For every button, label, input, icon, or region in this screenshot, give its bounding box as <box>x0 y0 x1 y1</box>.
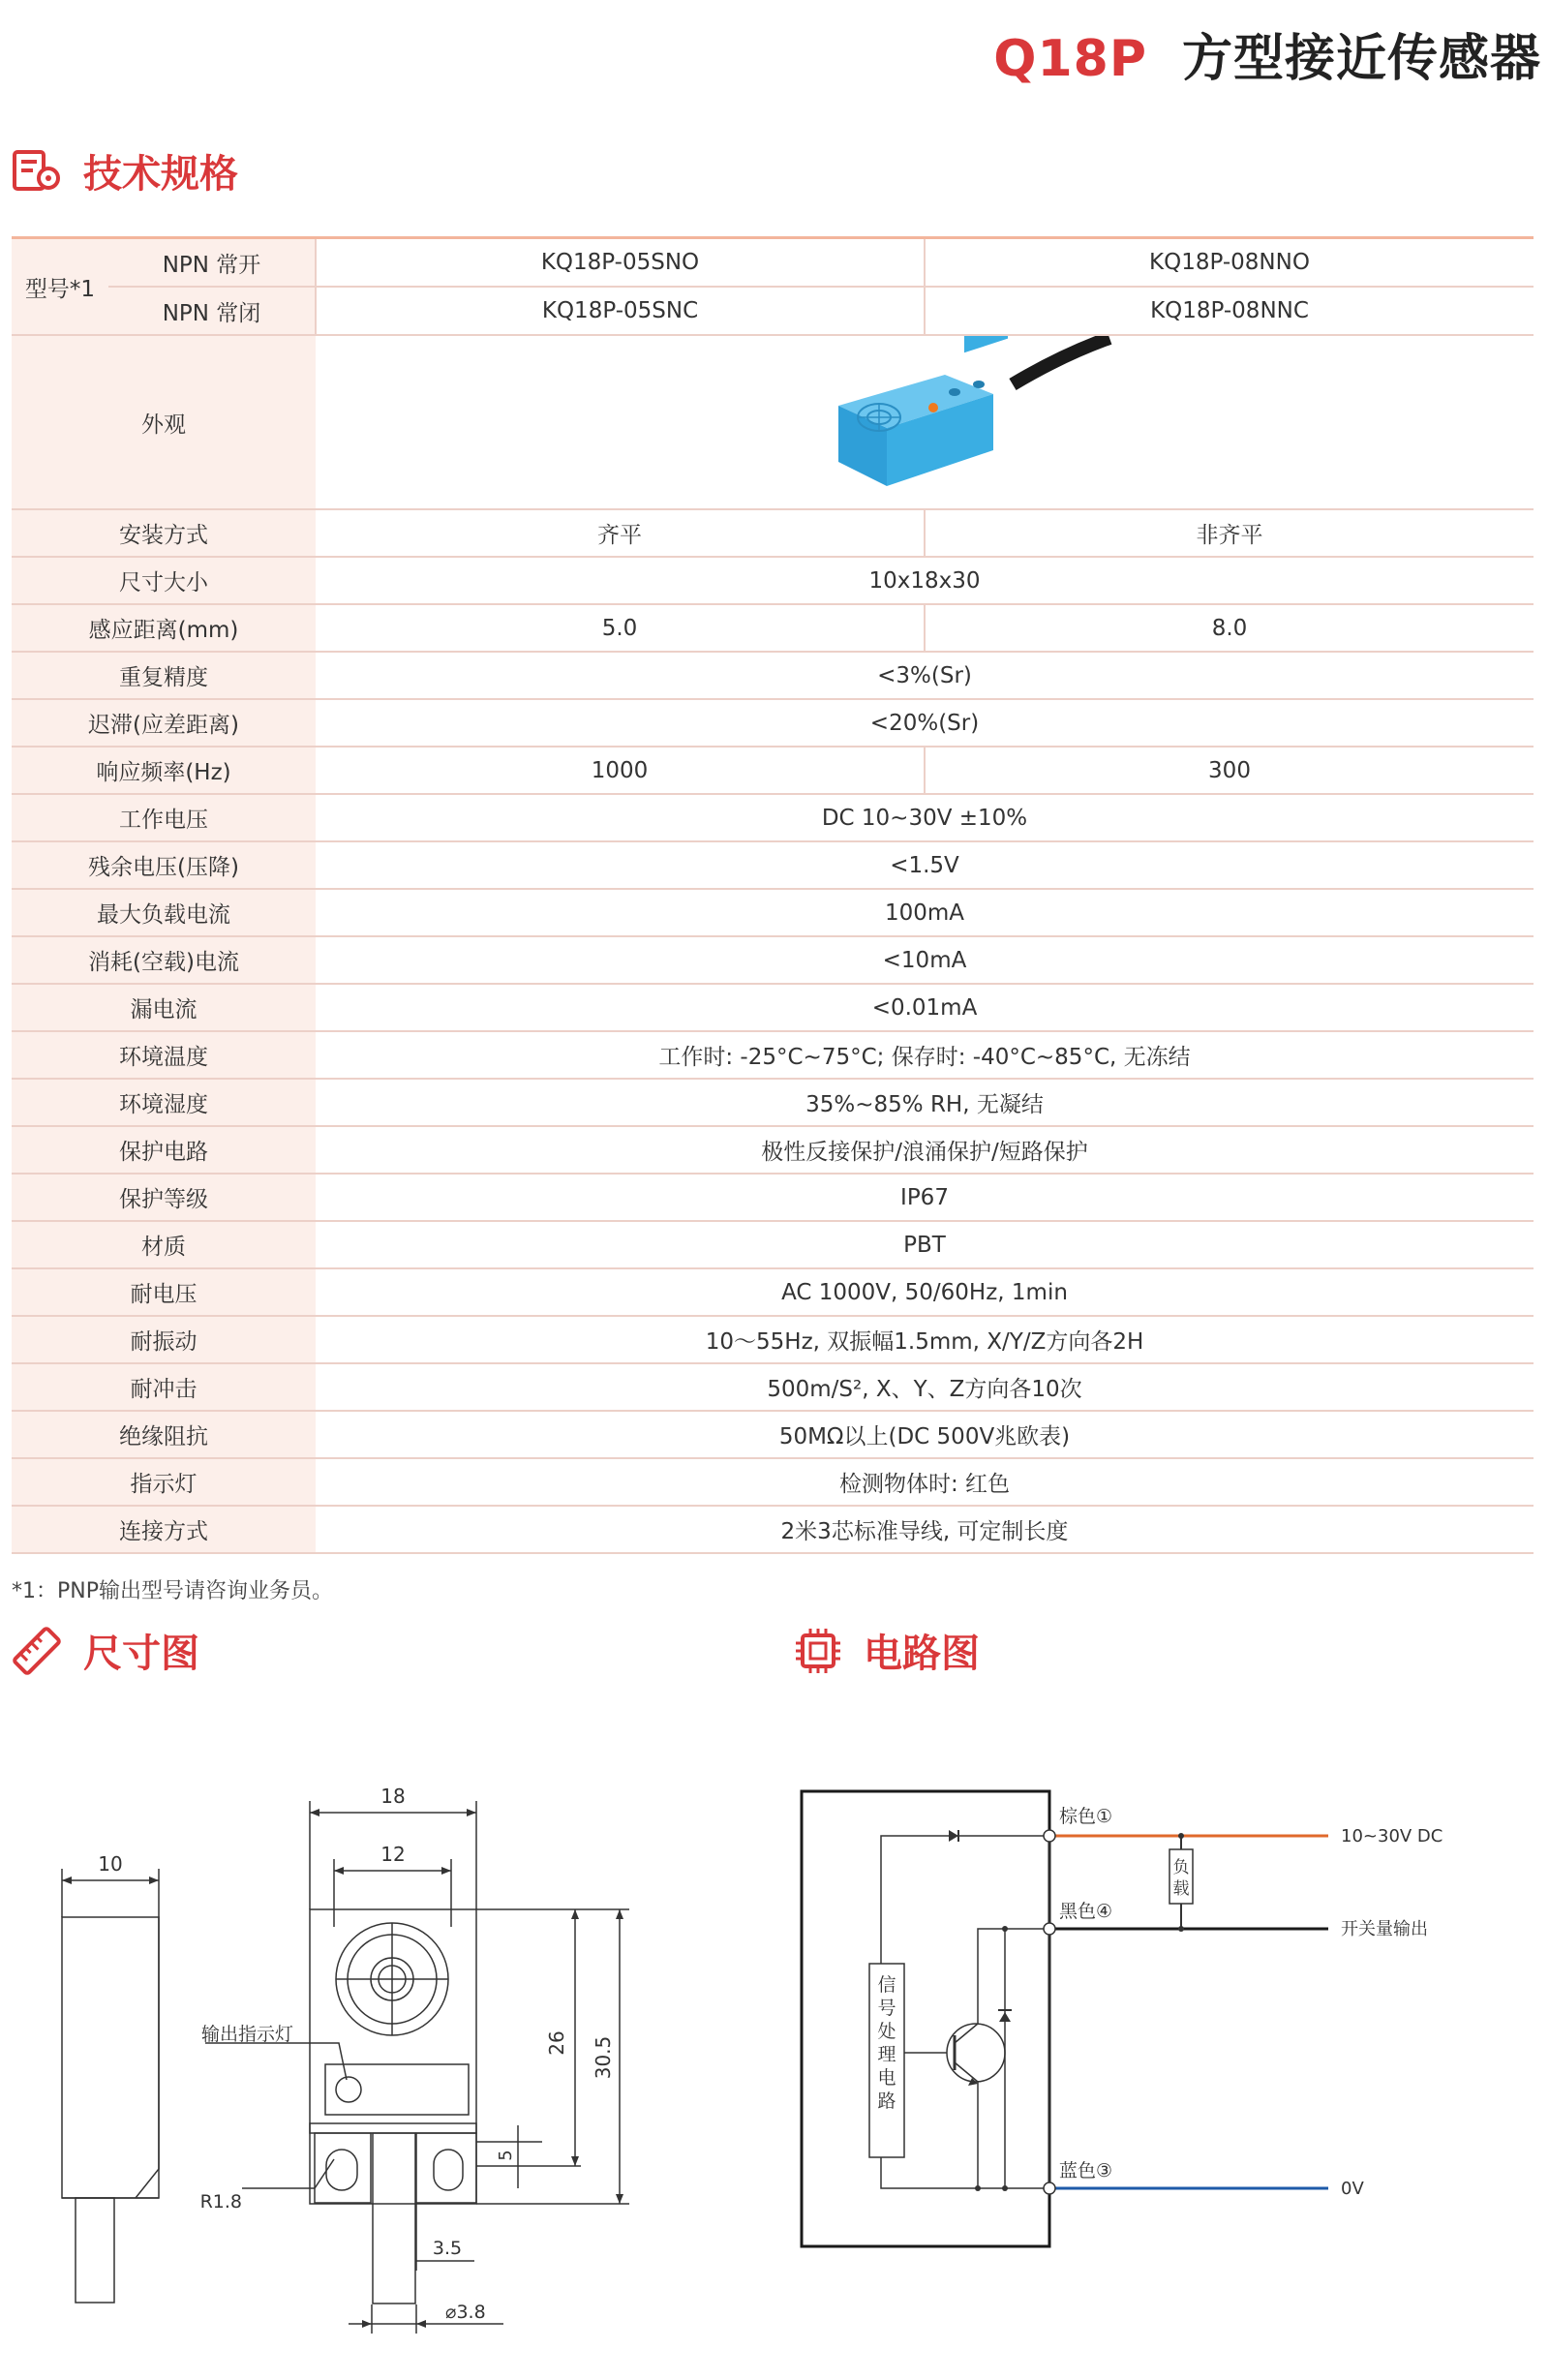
spec-label: 工作电压 <box>12 794 316 841</box>
spec-value: <1.5V <box>316 841 1534 889</box>
signal-char: 号 <box>877 1998 896 2019</box>
spec-value: 10x18x30 <box>316 557 1534 604</box>
spec-label: 环境温度 <box>12 1031 316 1079</box>
model-cell: KQ18P-08NNO <box>925 238 1534 288</box>
spec-value: PBT <box>316 1221 1534 1268</box>
page-title <box>993 17 1541 90</box>
table-row <box>12 652 1534 699</box>
dim-label: 输出指示灯 <box>201 2024 294 2045</box>
spec-value: <3%(Sr) <box>316 652 1534 699</box>
spec-value: 5.0 <box>316 604 925 652</box>
table-row <box>12 699 1534 747</box>
spec-sheet-icon <box>12 149 62 194</box>
black-label: 黑色④ <box>1059 1901 1113 1922</box>
table-row <box>12 238 1534 288</box>
spec-value: 齐平 <box>316 509 925 557</box>
table-row <box>12 509 1534 557</box>
spec-value: 2米3芯标准导线, 可定制长度 <box>316 1506 1534 1553</box>
spec-value: 300 <box>925 747 1534 794</box>
spec-label: 耐振动 <box>12 1316 316 1363</box>
ruler-icon <box>12 1626 62 1676</box>
table-row <box>12 984 1534 1031</box>
spec-label: 尺寸大小 <box>12 557 316 604</box>
table-row <box>12 1079 1534 1126</box>
model-cell: KQ18P-05SNO <box>316 238 925 288</box>
table-row <box>12 747 1534 794</box>
npn-no-label: NPN 常开 <box>108 238 316 288</box>
table-row <box>12 287 1534 335</box>
spec-label: 重复精度 <box>12 652 316 699</box>
load-char: 负 <box>1172 1858 1190 1877</box>
side-view-body <box>62 1917 159 2198</box>
appearance-label: 外观 <box>12 335 316 509</box>
model-label: 型号*1 <box>12 238 108 336</box>
spec-value: IP67 <box>316 1174 1534 1221</box>
spec-value: <20%(Sr) <box>316 699 1534 747</box>
spec-value: <0.01mA <box>316 984 1534 1031</box>
spec-label: 绝缘阻抗 <box>12 1411 316 1458</box>
spec-label: 最大负载电流 <box>12 889 316 936</box>
spec-value: 50MΩ以上(DC 500V兆欧表) <box>316 1411 1534 1458</box>
spec-value: 非齐平 <box>925 509 1534 557</box>
product-image <box>316 335 1534 509</box>
table-row <box>12 1031 1534 1079</box>
table-row <box>12 1458 1534 1506</box>
footnote: *1：PNP输出型号请咨询业务员。 <box>12 1579 333 1603</box>
product-model: Q18P <box>993 30 1147 88</box>
dim-label: ⌀3.8 <box>445 2302 486 2323</box>
table-row <box>12 1411 1534 1458</box>
table-row <box>12 604 1534 652</box>
table-row <box>12 1363 1534 1411</box>
dim-label: 30.5 <box>592 2035 615 2080</box>
dimension-section-header <box>12 1623 199 1678</box>
signal-char: 路 <box>877 2090 896 2112</box>
dim-label: R1.8 <box>199 2191 242 2212</box>
signal-char: 理 <box>877 2044 896 2065</box>
spec-value: AC 1000V, 50/60Hz, 1min <box>316 1268 1534 1316</box>
voltage-label: 10~30V DC <box>1341 1826 1443 1846</box>
table-row <box>12 335 1534 509</box>
dim-label: 10 <box>98 1852 123 1876</box>
dimension-section-title: 尺寸图 <box>83 1632 199 1676</box>
spec-label: 消耗(空载)电流 <box>12 936 316 984</box>
model-cell: KQ18P-08NNC <box>925 287 1534 335</box>
model-cell: KQ18P-05SNC <box>316 287 925 335</box>
table-row <box>12 936 1534 984</box>
zero-label: 0V <box>1341 2179 1364 2199</box>
spec-value: DC 10~30V ±10% <box>316 794 1534 841</box>
spec-label: 耐电压 <box>12 1268 316 1316</box>
spec-value: 35%~85% RH, 无凝结 <box>316 1079 1534 1126</box>
chip-icon <box>794 1627 842 1675</box>
dim-label: 3.5 <box>432 2238 463 2259</box>
spec-value: <10mA <box>316 936 1534 984</box>
table-row <box>12 841 1534 889</box>
load-char: 载 <box>1172 1879 1190 1899</box>
circuit-section-title: 电路图 <box>864 1632 980 1676</box>
spec-value: 100mA <box>316 889 1534 936</box>
dimension-drawing <box>0 1743 697 2372</box>
spec-section-title: 技术规格 <box>83 152 238 197</box>
blue-label: 蓝色③ <box>1059 2160 1113 2182</box>
table-row <box>12 1174 1534 1221</box>
spec-label: 响应频率(Hz) <box>12 747 316 794</box>
spec-value: 极性反接保护/浪涌保护/短路保护 <box>316 1126 1534 1174</box>
product-name: 方型接近传感器 <box>1181 30 1541 88</box>
circuit-section-header <box>794 1623 980 1678</box>
signal-char: 信 <box>877 1974 896 1996</box>
circuit-diagram <box>792 1782 1528 2285</box>
dim-label: 18 <box>380 1785 406 1808</box>
spec-value: 检测物体时: 红色 <box>316 1458 1534 1506</box>
spec-section-header <box>12 143 238 198</box>
table-row <box>12 889 1534 936</box>
spec-value: 工作时: -25°C~75°C; 保存时: -40°C~85°C, 无冻结 <box>316 1031 1534 1079</box>
spec-value: 500m/S², X、Y、Z方向各10次 <box>316 1363 1534 1411</box>
table-row <box>12 1268 1534 1316</box>
spec-label: 漏电流 <box>12 984 316 1031</box>
spec-value: 1000 <box>316 747 925 794</box>
spec-label: 耐冲击 <box>12 1363 316 1411</box>
sensor-illustration <box>819 336 1129 505</box>
table-row <box>12 1316 1534 1363</box>
output-label: 开关量输出 <box>1341 1919 1428 1939</box>
spec-table <box>12 236 1534 1554</box>
table-row <box>12 1126 1534 1174</box>
spec-label: 保护等级 <box>12 1174 316 1221</box>
spec-label: 迟滞(应差距离) <box>12 699 316 747</box>
spec-label: 残余电压(压降) <box>12 841 316 889</box>
dim-label: 12 <box>380 1843 406 1866</box>
table-row <box>12 1506 1534 1553</box>
npn-nc-label: NPN 常闭 <box>108 287 316 335</box>
table-row <box>12 557 1534 604</box>
spec-value: 10～55Hz, 双振幅1.5mm, X/Y/Z方向各2H <box>316 1316 1534 1363</box>
sensor-box <box>802 1791 1049 2246</box>
brown-label: 棕色① <box>1059 1806 1113 1827</box>
spec-label: 指示灯 <box>12 1458 316 1506</box>
dim-label: 5 <box>496 2150 516 2161</box>
signal-char: 电 <box>877 2067 896 2089</box>
table-row <box>12 794 1534 841</box>
spec-label: 感应距离(mm) <box>12 604 316 652</box>
signal-char: 处 <box>877 2021 896 2042</box>
spec-value: 8.0 <box>925 604 1534 652</box>
table-row <box>12 1221 1534 1268</box>
spec-label: 环境湿度 <box>12 1079 316 1126</box>
spec-label: 连接方式 <box>12 1506 316 1553</box>
dim-label: 26 <box>545 2030 568 2056</box>
spec-label: 材质 <box>12 1221 316 1268</box>
spec-label: 保护电路 <box>12 1126 316 1174</box>
spec-label: 安装方式 <box>12 509 316 557</box>
